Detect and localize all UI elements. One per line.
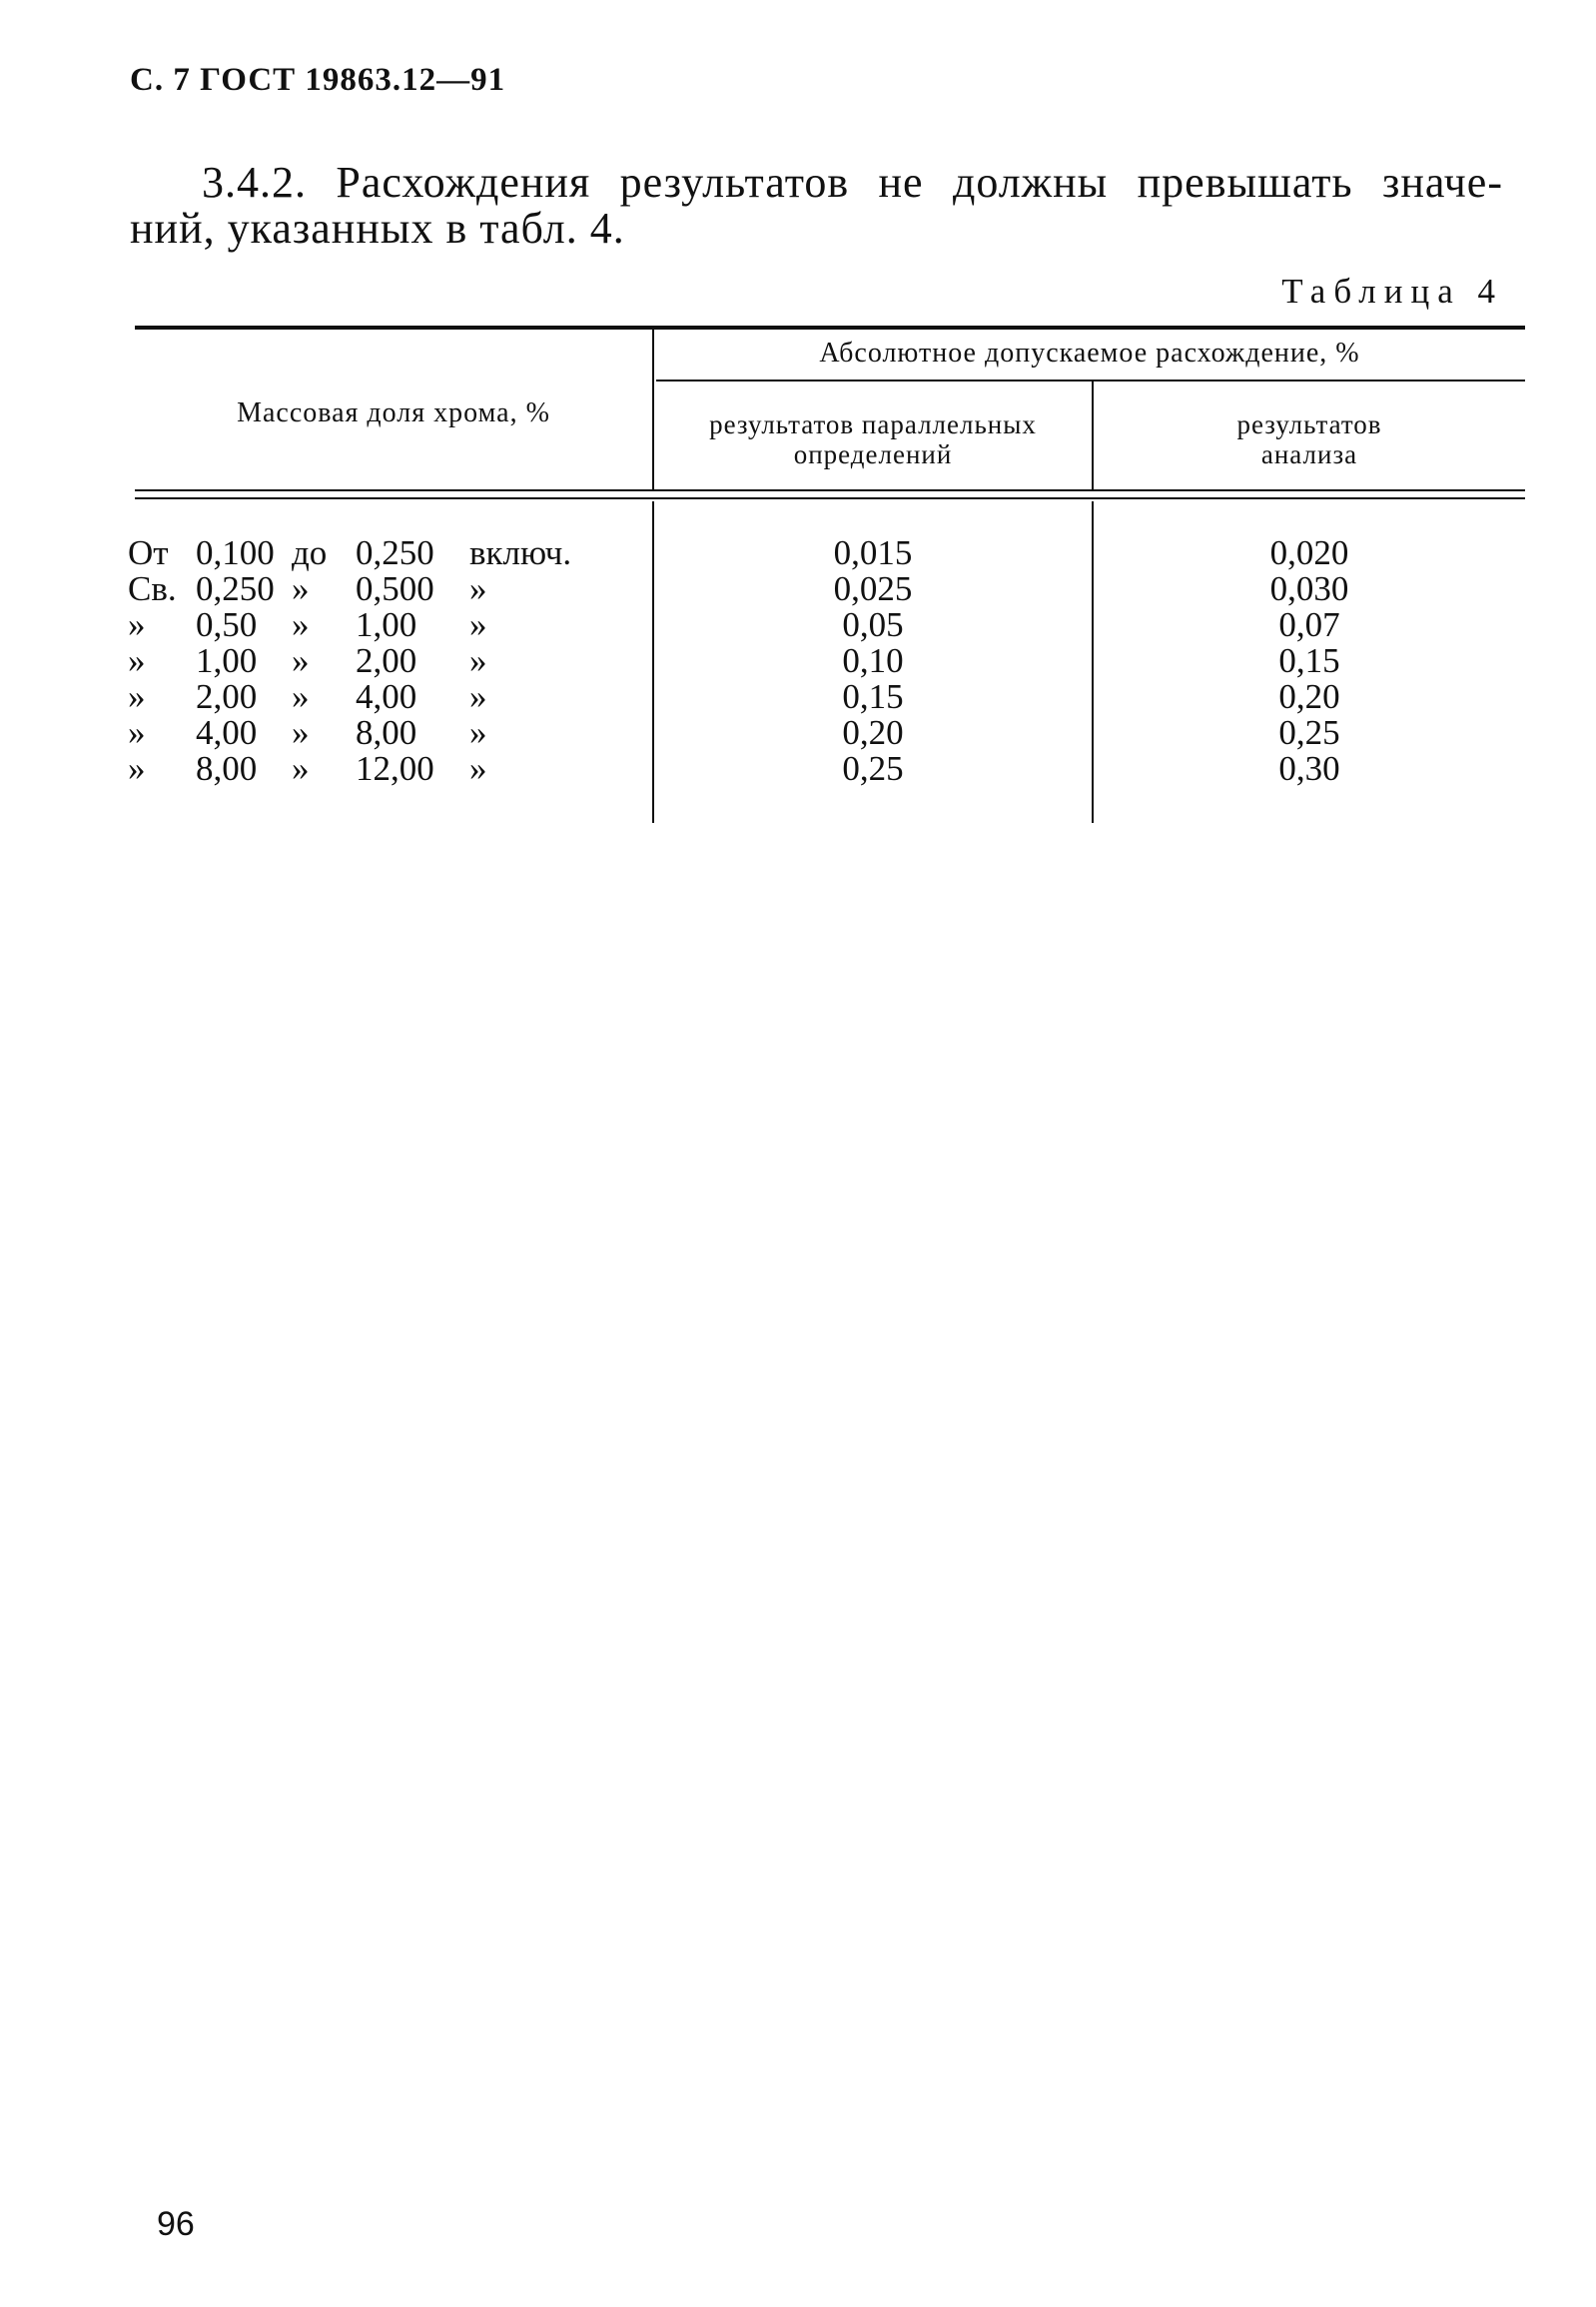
- cell-parallel-tolerance: 0,015: [833, 533, 913, 572]
- cell-range-suffix: »: [469, 641, 487, 680]
- cell-analysis-tolerance: 0,25: [1278, 713, 1340, 752]
- cell-range-connector: »: [292, 713, 310, 752]
- table-row: [0, 751, 1596, 787]
- cell-range-prefix: Св.: [128, 569, 177, 608]
- column-header-parallel: [654, 409, 1092, 469]
- cell-range-to: 4,00: [356, 677, 417, 716]
- cell-range-from: 0,100: [196, 533, 275, 572]
- column-header-analysis: [1094, 409, 1525, 469]
- table-group-rule: [656, 380, 1525, 382]
- cell-range-to: 1,00: [356, 605, 417, 644]
- cell-range-connector: »: [292, 605, 310, 644]
- table-top-rule: [135, 326, 1525, 330]
- paragraph-line: 3.4.2. Расхождения результатов не должны превышать значе-: [202, 158, 1503, 207]
- cell-range-from: 1,00: [196, 641, 258, 680]
- cell-parallel-tolerance: 0,05: [842, 605, 904, 644]
- cell-range-prefix: От: [128, 533, 169, 572]
- cell-range-suffix: включ.: [469, 533, 572, 572]
- cell-parallel-tolerance: 0,15: [842, 677, 904, 716]
- cell-range-to: 8,00: [356, 713, 417, 752]
- cell-range-connector: »: [292, 749, 310, 788]
- header-line: результатов: [1236, 409, 1382, 439]
- cell-analysis-tolerance: 0,20: [1278, 677, 1340, 716]
- cell-range-prefix: »: [128, 641, 146, 680]
- cell-range-connector: »: [292, 569, 310, 608]
- cell-range-suffix: »: [469, 677, 487, 716]
- cell-range-connector: »: [292, 641, 310, 680]
- table-row: [0, 571, 1596, 607]
- cell-range-to: 0,500: [356, 569, 434, 608]
- cell-range-to: 2,00: [356, 641, 417, 680]
- cell-range-suffix: »: [469, 605, 487, 644]
- table-caption: Таблица 4: [1281, 272, 1503, 311]
- cell-analysis-tolerance: 0,15: [1278, 641, 1340, 680]
- cell-range-from: 0,50: [196, 605, 258, 644]
- header-line: анализа: [1260, 439, 1358, 469]
- page-number: 96: [157, 2205, 195, 2243]
- column-header-chromium-fraction: Массовая доля хрома, %: [237, 397, 550, 428]
- cell-range-from: 2,00: [196, 677, 258, 716]
- cell-range-prefix: »: [128, 677, 146, 716]
- cell-range-from: 8,00: [196, 749, 258, 788]
- cell-analysis-tolerance: 0,020: [1269, 533, 1349, 572]
- cell-analysis-tolerance: 0,30: [1278, 749, 1340, 788]
- table-header-rule: [135, 489, 1525, 491]
- cell-range-suffix: »: [469, 569, 487, 608]
- cell-range-suffix: »: [469, 713, 487, 752]
- cell-range-from: 0,250: [196, 569, 275, 608]
- cell-range-prefix: »: [128, 713, 146, 752]
- header-line: результатов параллельных: [709, 409, 1037, 439]
- table-row: [0, 643, 1596, 679]
- paragraph-line: ний, указанных в табл. 4.: [130, 204, 625, 253]
- cell-range-to: 12,00: [356, 749, 434, 788]
- cell-range-suffix: »: [469, 749, 487, 788]
- header-line: определений: [793, 439, 953, 469]
- cell-range-to: 0,250: [356, 533, 434, 572]
- cell-parallel-tolerance: 0,20: [842, 713, 904, 752]
- table-row: [0, 715, 1596, 751]
- cell-parallel-tolerance: 0,025: [833, 569, 913, 608]
- cell-parallel-tolerance: 0,10: [842, 641, 904, 680]
- cell-analysis-tolerance: 0,030: [1269, 569, 1349, 608]
- table-header-rule: [135, 497, 1525, 499]
- cell-range-prefix: »: [128, 749, 146, 788]
- table-row: [0, 535, 1596, 571]
- page-header: С. 7 ГОСТ 19863.12—91: [130, 62, 506, 98]
- paragraph-3-4-2: [130, 160, 1503, 252]
- cell-range-connector: »: [292, 677, 310, 716]
- table-row: [0, 607, 1596, 643]
- table-row: [0, 679, 1596, 715]
- cell-parallel-tolerance: 0,25: [842, 749, 904, 788]
- cell-range-from: 4,00: [196, 713, 258, 752]
- column-group-header-tolerance: Абсолютное допускаемое расхождение, %: [819, 338, 1360, 369]
- cell-analysis-tolerance: 0,07: [1278, 605, 1340, 644]
- cell-range-connector: до: [292, 533, 328, 572]
- cell-range-prefix: »: [128, 605, 146, 644]
